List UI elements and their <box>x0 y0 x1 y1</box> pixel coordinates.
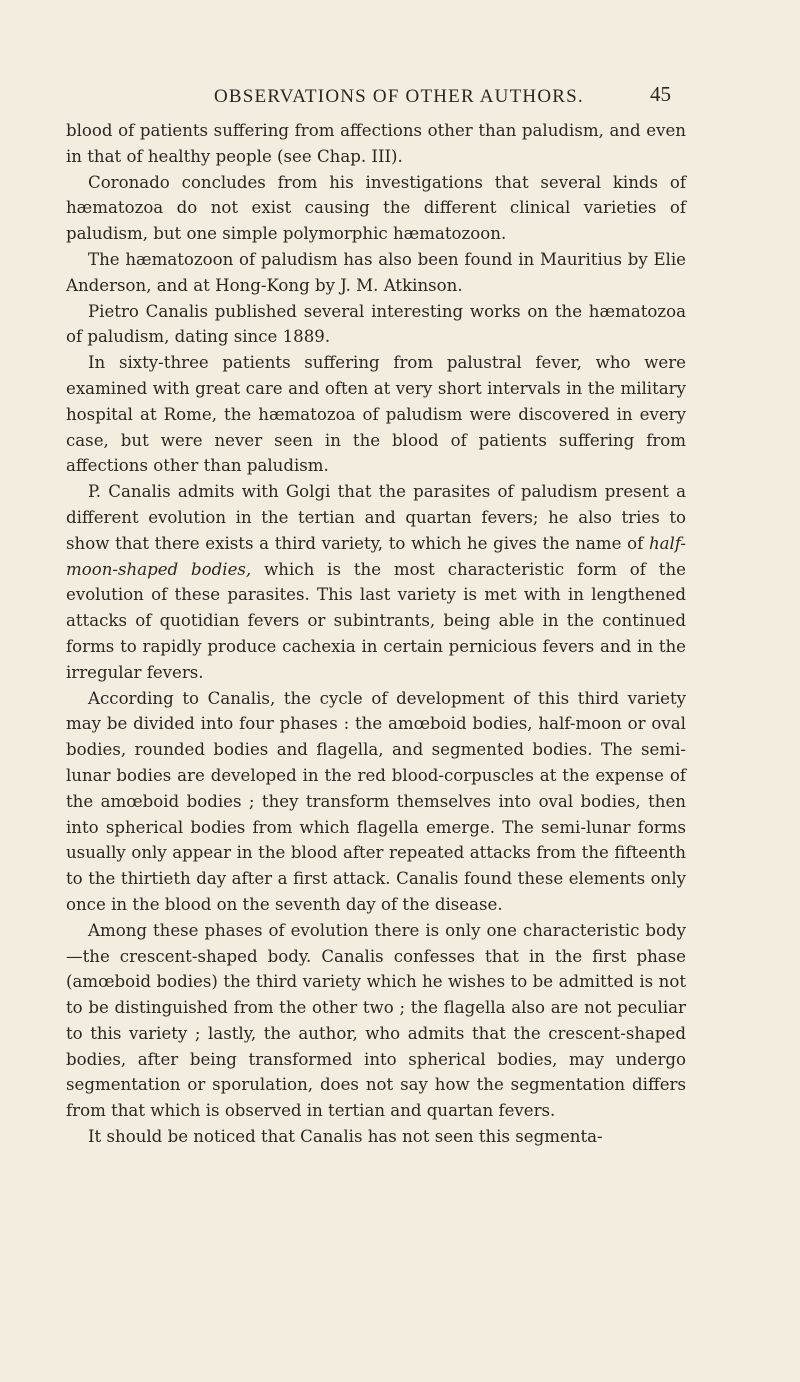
paragraph: It should be noticed that Canalis has not seen this segmenta- <box>88 1127 603 1147</box>
paragraph: Pietro Canalis published several interesting works on the hæmatozoa of paludism, dating since 1889. <box>66 301 686 347</box>
paragraph: blood of patients suffering from affections other than paludism, and even in that of healthy people (see Chap. III). <box>66 121 686 166</box>
paragraph <box>66 479 686 685</box>
paragraph-text: which is the most characteristic form of the evolution of these parasites. This last variety is met with in lengthened attacks of quotidian fevers or subintrants, being able in the continued forms to rapidly produce cachexia in certain pernicious fevers and in the irregular fevers. <box>66 559 686 682</box>
paragraph: Among these phases of evolution there is only one characteristic body—the crescent-shaped body. Canalis confesses that in the first phase (amœboid bodies) the third variety which he wishes to be admitted is not to be distinguished from the other two ; the flagella also are not peculiar to this variety ; lastly, the author, who admits that the crescent-shaped bodies, after being transformed into spherical bodies, may undergo segmentation or sporulation, does not say how the segmentation differs from that which is observed in tertian and quartan fevers. <box>66 920 686 1121</box>
paragraph: The hæmatozoon of paludism has also been found in Mauritius by Elie Anderson, and at Hong-Kong by J. M. Atkinson. <box>66 249 686 295</box>
italic-term: half-moon-shaped bodies, <box>66 533 686 579</box>
running-title: OBSERVATIONS OF OTHER AUTHORS. <box>214 86 584 107</box>
paragraph: Coronado concludes from his investigations that several kinds of hæmatozoa do not exist causing the different clinical varieties of paludism, but one simple polymorphic hæmatozoon. <box>66 172 686 244</box>
running-head <box>0 82 800 110</box>
paragraph-text: P. Canalis admits with Golgi that the parasites of paludism present a different evolution in the tertian and quartan fevers; he also tries to show that there exists a third variety, to which he gives the name of <box>66 482 686 553</box>
body-text <box>66 118 686 1150</box>
paragraph: According to Canalis, the cycle of development of this third variety may be divided into four phases : the amœboid bodies, half-moon or oval bodies, rounded bodies and flagella, and segmented bodies. The semi-lunar bodies are developed in the red blood-corpuscles at the expense of the amœboid bodies ; they transform themselves into oval bodies, then into spherical bodies from which flagella emerge. The semi-lunar forms usually only appear in the blood after repeated attacks from the fifteenth to the thirtieth day after a first attack. Canalis found these elements only once in the blood on the seventh day of the disease. <box>66 688 686 914</box>
page-number: 45 <box>650 82 671 106</box>
paragraph: In sixty-three patients suffering from palustral fever, who were examined with great care and often at very short intervals in the military hospital at Rome, the hæmatozoa of paludism were discovered in every case, but were never seen in the blood of patients suffering from affections other than paludism. <box>66 353 686 476</box>
